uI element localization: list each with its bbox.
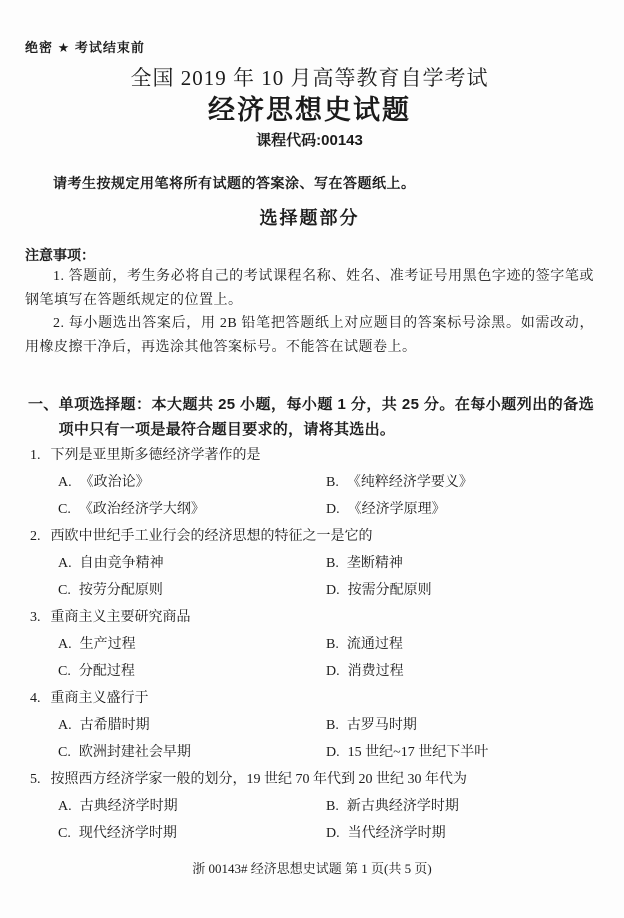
option-label: A. (58, 718, 72, 733)
option-label: B. (326, 799, 339, 814)
notice-item-1: 1. 答题前，考生务必将自己的考试课程名称、姓名、准考证号用黑色字迹的签字笔或钢笔填写在答题纸规定的位置上。 (25, 269, 594, 308)
option-text: 分配过程 (78, 664, 135, 679)
option-text: 古罗马时期 (346, 718, 417, 733)
option-d (326, 496, 594, 523)
option-label: C. (58, 745, 71, 760)
option-text: 新古典经济学时期 (346, 799, 459, 814)
option-label: D. (326, 502, 340, 517)
option-label: B. (326, 718, 339, 733)
option-d (326, 739, 594, 766)
option-b (326, 631, 594, 658)
option-label: A. (58, 475, 72, 490)
option-text: 《经济学原理》 (347, 502, 446, 517)
option-label: C. (58, 502, 71, 517)
option-text: 现代经济学时期 (78, 826, 177, 841)
question-number: 1. (30, 448, 41, 463)
option-c (58, 658, 326, 685)
question-stem (25, 604, 594, 631)
question-text: 重商主义盛行于 (50, 691, 149, 706)
option-text: 当代经济学时期 (347, 826, 446, 841)
option-label: B. (326, 556, 339, 571)
option-d (326, 577, 594, 604)
option-text: 消费过程 (347, 664, 404, 679)
option-label: A. (58, 799, 72, 814)
option-text: 自由竞争精神 (79, 556, 164, 571)
option-a (58, 631, 326, 658)
option-text: 生产过程 (79, 637, 136, 652)
part-title: 选择题部分 (259, 208, 360, 228)
question-text: 重商主义主要研究商品 (50, 610, 191, 625)
option-grid (25, 469, 594, 523)
notice-item-2: 2. 每小题选出答案后，用 2B 铅笔把答题纸上对应题目的答案标号涂黑。如需改动，用橡皮擦干净后，再选涂其他答案标号。不能答在试题卷上。 (25, 316, 594, 355)
option-grid (25, 631, 594, 685)
option-a (58, 793, 326, 820)
option-text: 按劳分配原则 (78, 583, 163, 598)
section-number: 一、 (28, 396, 59, 413)
question-text: 下列是亚里斯多德经济学著作的是 (50, 448, 261, 463)
option-label: A. (58, 637, 72, 652)
option-a (58, 550, 326, 577)
option-label: D. (326, 826, 340, 841)
option-c (58, 577, 326, 604)
question-stem (25, 766, 594, 793)
option-text: 《纯粹经济学要义》 (346, 475, 473, 490)
option-text: 《政治论》 (79, 475, 150, 490)
option-text: 垄断精神 (346, 556, 403, 571)
exam-subject-title: 经济思想史试题 (208, 95, 411, 125)
option-text: 15 世纪~17 世纪下半叶 (347, 745, 489, 760)
question-text: 按照西方经济学家一般的划分，19 世纪 70 年代到 20 世纪 30 年代为 (50, 772, 467, 787)
option-text: 《政治经济学大纲》 (78, 502, 205, 517)
option-text: 流通过程 (346, 637, 403, 652)
option-text: 按需分配原则 (347, 583, 432, 598)
question-1 (25, 442, 594, 523)
question-3 (25, 604, 594, 685)
secrecy-notice: 绝密 ★ 考试结束前 (25, 40, 145, 55)
option-label: D. (326, 745, 340, 760)
question-stem (25, 442, 594, 469)
option-label: C. (58, 664, 71, 679)
question-2 (25, 523, 594, 604)
option-grid (25, 793, 594, 847)
question-stem (25, 523, 594, 550)
option-a (58, 469, 326, 496)
option-label: C. (58, 826, 71, 841)
option-c (58, 496, 326, 523)
section-heading (25, 392, 594, 442)
option-b (326, 550, 594, 577)
option-text: 古希腊时期 (79, 718, 150, 733)
option-b (326, 793, 594, 820)
option-c (58, 739, 326, 766)
option-label: D. (326, 664, 340, 679)
question-4 (25, 685, 594, 766)
course-code: 课程代码:00143 (256, 132, 363, 149)
question-5 (25, 766, 594, 847)
option-grid (25, 712, 594, 766)
option-label: A. (58, 556, 72, 571)
option-grid (25, 550, 594, 604)
exam-session-title: 全国 2019 年 10 月高等教育自学考试 (130, 66, 489, 90)
option-text: 古典经济学时期 (79, 799, 178, 814)
answer-sheet-instruction: 请考生按规定用笔将所有试题的答案涂、写在答题纸上。 (53, 175, 416, 191)
question-number: 5. (30, 772, 41, 787)
section-heading-text: 单项选择题：本大题共 25 小题，每小题 1 分，共 25 分。在每小题列出的备选项中只有一项是最符合题目要求的，请将其选出。 (58, 396, 594, 438)
option-label: C. (58, 583, 71, 598)
option-b (326, 712, 594, 739)
page-footer: 浙 00143# 经济思想史试题 第 1 页(共 5 页) (192, 861, 432, 876)
question-stem (25, 685, 594, 712)
option-b (326, 469, 594, 496)
question-number: 4. (30, 691, 41, 706)
question-number: 2. (30, 529, 41, 544)
question-number: 3. (30, 610, 41, 625)
option-c (58, 820, 326, 847)
question-text: 西欧中世纪手工业行会的经济思想的特征之一是它的 (50, 529, 373, 544)
option-d (326, 658, 594, 685)
option-label: B. (326, 475, 339, 490)
option-a (58, 712, 326, 739)
option-label: D. (326, 583, 340, 598)
option-text: 欧洲封建社会早期 (78, 745, 191, 760)
option-label: B. (326, 637, 339, 652)
notice-title: 注意事项： (25, 247, 95, 263)
option-d (326, 820, 594, 847)
